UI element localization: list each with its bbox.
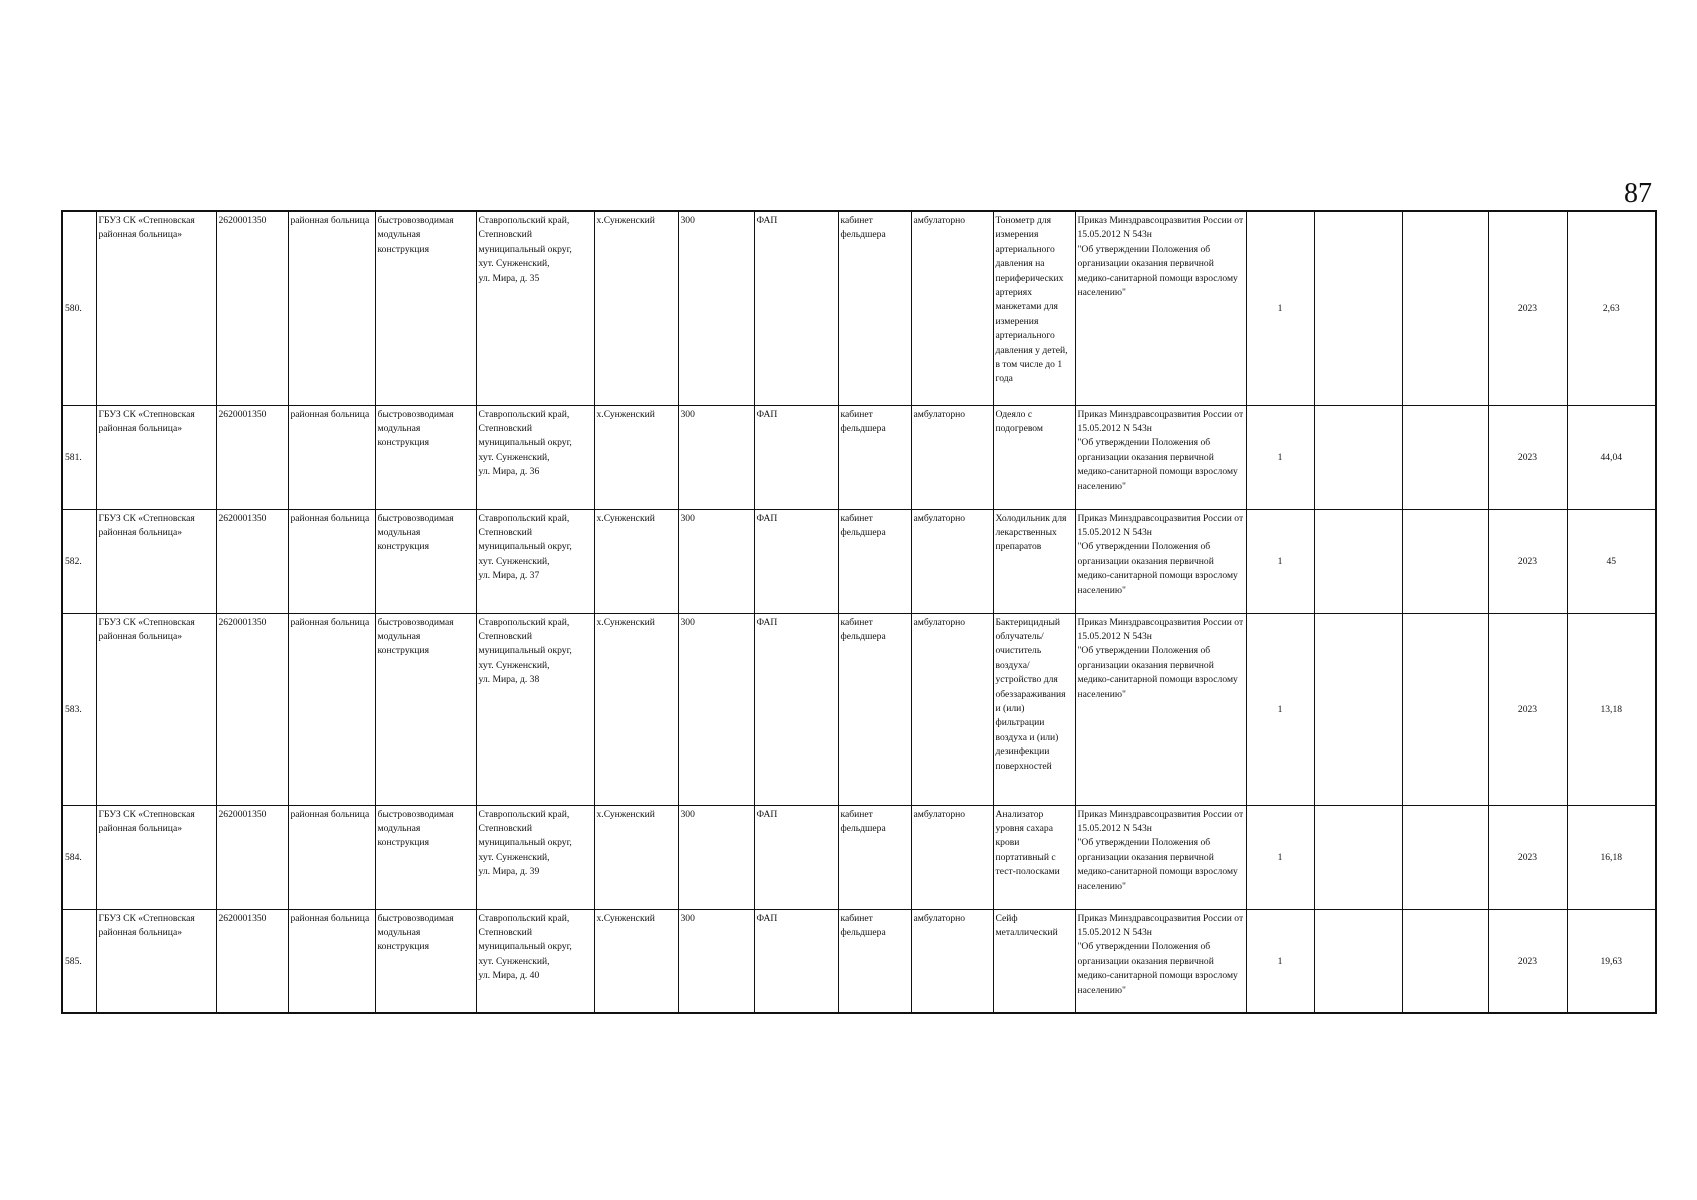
row-number: 585. [62, 909, 96, 1013]
empty-cell [1314, 405, 1402, 509]
room-cell: кабинет фельдшера [838, 909, 911, 1013]
facility-type-cell: районная больница [288, 613, 375, 805]
cost-cell: 16,18 [1567, 805, 1656, 909]
regulation-cell: Приказ Минздравсоцразвития России от 15.05.2012 N 543н "Об утверждении Положения об организации оказания первичной медико-санитарной помощи взрослому населению" [1075, 613, 1246, 805]
regulation-cell: Приказ Минздравсоцразвития России от 15.05.2012 N 543н "Об утверждении Положения об организации оказания первичной медико-санитарной помощи взрослому населению" [1075, 405, 1246, 509]
unit-cell: ФАП [754, 509, 838, 613]
organization-cell: ГБУЗ СК «Степновская районная больница» [96, 613, 216, 805]
table-row [62, 211, 1656, 405]
room-cell: кабинет фельдшера [838, 405, 911, 509]
empty-cell [1402, 509, 1488, 613]
cost-cell: 13,18 [1567, 613, 1656, 805]
equipment-cell: Бактерицидный облучатель/очиститель воздуха/устройство для обеззараживания и (или) фильтрации воздуха и (или) дезинфекции поверхностей [993, 613, 1075, 805]
unit-cell: ФАП [754, 909, 838, 1013]
inn-cell: 2620001350 [216, 909, 288, 1013]
cost-cell: 19,63 [1567, 909, 1656, 1013]
unit-cell: ФАП [754, 405, 838, 509]
address-cell: Ставропольский край, Степновский муниципальный округ, хут. Сунженский, ул. Мира, д. 40 [476, 909, 594, 1013]
table-row [62, 509, 1656, 613]
year-cell: 2023 [1488, 613, 1567, 805]
table-row [62, 613, 1656, 805]
facility-type-cell: районная больница [288, 909, 375, 1013]
organization-cell: ГБУЗ СК «Степновская районная больница» [96, 211, 216, 405]
equipment-cell: Анализатор уровня сахара крови портативный с тест-полосками [993, 805, 1075, 909]
year-cell: 2023 [1488, 509, 1567, 613]
inn-cell: 2620001350 [216, 613, 288, 805]
building-type-cell: быстровозводимая модульная конструкция [375, 613, 476, 805]
address-cell: Ставропольский край, Степновский муниципальный округ, хут. Сунженский, ул. Мира, д. 35 [476, 211, 594, 405]
cost-cell: 45 [1567, 509, 1656, 613]
regulation-cell: Приказ Минздравсоцразвития России от 15.05.2012 N 543н "Об утверждении Положения об организации оказания первичной медико-санитарной помощи взрослому населению" [1075, 509, 1246, 613]
address-cell: Ставропольский край, Степновский муниципальный округ, хут. Сунженский, ул. Мира, д. 39 [476, 805, 594, 909]
year-cell: 2023 [1488, 211, 1567, 405]
address-cell: Ставропольский край, Степновский муниципальный округ, хут. Сунженский, ул. Мира, д. 36 [476, 405, 594, 509]
page-number: 87 [1624, 178, 1652, 209]
room-cell: кабинет фельдшера [838, 211, 911, 405]
equipment-cell: Холодильник для лекарственных препаратов [993, 509, 1075, 613]
organization-cell: ГБУЗ СК «Степновская районная больница» [96, 405, 216, 509]
table-row [62, 405, 1656, 509]
room-cell: кабинет фельдшера [838, 509, 911, 613]
empty-cell [1314, 509, 1402, 613]
room-cell: кабинет фельдшера [838, 805, 911, 909]
building-type-cell: быстровозводимая модульная конструкция [375, 509, 476, 613]
care-mode-cell: амбулаторно [911, 211, 993, 405]
building-type-cell: быстровозводимая модульная конструкция [375, 405, 476, 509]
equipment-cell: Тонометр для измерения артериального давления на периферических артериях манжетами для измерения артериального давления у детей, в том числе до 1 года [993, 211, 1075, 405]
organization-cell: ГБУЗ СК «Степновская районная больница» [96, 909, 216, 1013]
facility-type-cell: районная больница [288, 509, 375, 613]
row-number: 582. [62, 509, 96, 613]
equipment-register-table [61, 210, 1657, 1014]
empty-cell [1314, 805, 1402, 909]
building-type-cell: быстровозводимая модульная конструкция [375, 211, 476, 405]
empty-cell [1314, 211, 1402, 405]
locality-cell: х.Сунженский [594, 613, 678, 805]
locality-cell: х.Сунженский [594, 909, 678, 1013]
regulation-cell: Приказ Минздравсоцразвития России от 15.05.2012 N 543н "Об утверждении Положения об организации оказания первичной медико-санитарной помощи взрослому населению" [1075, 909, 1246, 1013]
facility-type-cell: районная больница [288, 805, 375, 909]
address-cell: Ставропольский край, Степновский муниципальный округ, хут. Сунженский, ул. Мира, д. 37 [476, 509, 594, 613]
locality-cell: х.Сунженский [594, 509, 678, 613]
organization-cell: ГБУЗ СК «Степновская районная больница» [96, 509, 216, 613]
population-cell: 300 [678, 405, 754, 509]
row-number: 584. [62, 805, 96, 909]
year-cell: 2023 [1488, 909, 1567, 1013]
equipment-cell: Одеяло с подогревом [993, 405, 1075, 509]
building-type-cell: быстровозводимая модульная конструкция [375, 805, 476, 909]
quantity-cell: 1 [1246, 909, 1314, 1013]
empty-cell [1314, 613, 1402, 805]
room-cell: кабинет фельдшера [838, 613, 911, 805]
empty-cell [1402, 805, 1488, 909]
quantity-cell: 1 [1246, 805, 1314, 909]
inn-cell: 2620001350 [216, 805, 288, 909]
locality-cell: х.Сунженский [594, 405, 678, 509]
regulation-cell: Приказ Минздравсоцразвития России от 15.05.2012 N 543н "Об утверждении Положения об организации оказания первичной медико-санитарной помощи взрослому населению" [1075, 211, 1246, 405]
care-mode-cell: амбулаторно [911, 509, 993, 613]
population-cell: 300 [678, 613, 754, 805]
empty-cell [1402, 909, 1488, 1013]
quantity-cell: 1 [1246, 509, 1314, 613]
quantity-cell: 1 [1246, 211, 1314, 405]
locality-cell: х.Сунженский [594, 211, 678, 405]
row-number: 580. [62, 211, 96, 405]
table-row [62, 805, 1656, 909]
unit-cell: ФАП [754, 613, 838, 805]
row-number: 581. [62, 405, 96, 509]
quantity-cell: 1 [1246, 405, 1314, 509]
inn-cell: 2620001350 [216, 211, 288, 405]
year-cell: 2023 [1488, 405, 1567, 509]
address-cell: Ставропольский край, Степновский муниципальный округ, хут. Сунженский, ул. Мира, д. 38 [476, 613, 594, 805]
care-mode-cell: амбулаторно [911, 405, 993, 509]
unit-cell: ФАП [754, 211, 838, 405]
facility-type-cell: районная больница [288, 211, 375, 405]
building-type-cell: быстровозводимая модульная конструкция [375, 909, 476, 1013]
regulation-cell: Приказ Минздравсоцразвития России от 15.05.2012 N 543н "Об утверждении Положения об организации оказания первичной медико-санитарной помощи взрослому населению" [1075, 805, 1246, 909]
locality-cell: х.Сунженский [594, 805, 678, 909]
equipment-cell: Сейф металлический [993, 909, 1075, 1013]
facility-type-cell: районная больница [288, 405, 375, 509]
inn-cell: 2620001350 [216, 405, 288, 509]
table-row [62, 909, 1656, 1013]
year-cell: 2023 [1488, 805, 1567, 909]
empty-cell [1402, 405, 1488, 509]
row-number: 583. [62, 613, 96, 805]
inn-cell: 2620001350 [216, 509, 288, 613]
cost-cell: 2,63 [1567, 211, 1656, 405]
unit-cell: ФАП [754, 805, 838, 909]
care-mode-cell: амбулаторно [911, 805, 993, 909]
empty-cell [1402, 613, 1488, 805]
organization-cell: ГБУЗ СК «Степновская районная больница» [96, 805, 216, 909]
population-cell: 300 [678, 909, 754, 1013]
population-cell: 300 [678, 805, 754, 909]
care-mode-cell: амбулаторно [911, 613, 993, 805]
empty-cell [1402, 211, 1488, 405]
quantity-cell: 1 [1246, 613, 1314, 805]
population-cell: 300 [678, 211, 754, 405]
empty-cell [1314, 909, 1402, 1013]
population-cell: 300 [678, 509, 754, 613]
cost-cell: 44,04 [1567, 405, 1656, 509]
care-mode-cell: амбулаторно [911, 909, 993, 1013]
